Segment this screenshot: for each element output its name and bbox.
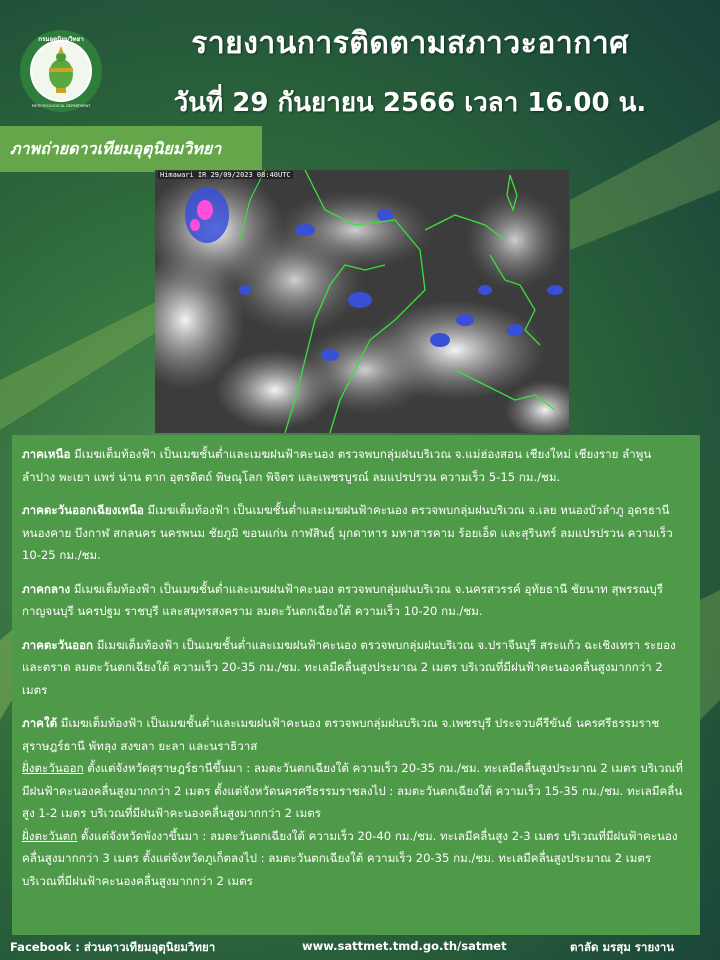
west-coast-text: ตั้งแต่จังหวัดพังงาขึ้นมา : ลมตะวันตกเฉียงใต้ ความเร็ว 20-40 กม./ชม. ทะเลมีคลื่นสูง 2-3 เมตร บริเวณที่มีฝนฟ้าคะนองคลื่นสูงมากกว่า 3 เมตร ตั้งแต่จังหวัดภูเก็ตลงไป : ลมตะวันตกเฉียงใต้ ความเร็ว 20-35 กม./ชม. ทะเลมีคลื่นสูงประมาณ 2 เมตร บริเวณที่มีฝนฟ้าคะนองคลื่นสูงมากกว่า 2 เมตร (22, 828, 678, 888)
footer (0, 936, 720, 960)
tmd-logo (20, 30, 102, 112)
east-coast-label: ฝั่งตะวันออก (22, 761, 84, 775)
website-link[interactable]: www.sattmet.tmd.go.th/satmet (302, 939, 507, 953)
region-paragraph-northeast (22, 499, 688, 567)
region-text: มีเมฆเต็มท้องฟ้า เป็นเมฆชั้นต่ำและเมฆฝนฟ้าคะนอง ตรวจพบกลุ่มฝนบริเวณ จ.เพชรบุรี ประจวบคีรีขันธ์ นครศรีธรรมราช สุราษฎร์ธานี พัทลุง สงขลา ยะลา และนราธิวาส (22, 716, 660, 753)
region-text: มีเมฆเต็มท้องฟ้า เป็นเมฆชั้นต่ำและเมฆฝนฟ้าคะนอง ตรวจพบกลุ่มฝนบริเวณ จ.แม่ฮ่องสอน เชียงใหม่ เชียงราย ลำพูน ลำปาง พะเยา แพร่ น่าน ตาก อุตรดิตถ์ พิษณุโลก พิจิตร และเพชรบูรณ์ ลมแปรปรวน ความเร็ว 5-15 กม./ชม. (22, 447, 652, 484)
region-text: มีเมฆเต็มท้องฟ้า เป็นเมฆชั้นต่ำและเมฆฝนฟ้าคะนอง ตรวจพบกลุ่มฝนบริเวณ จ.นครสวรรค์ อุทัยธานี ชัยนาท สุพรรณบุรี กาญจนบุรี นครปฐม ราชบุรี และสมุทรสงคราม ลมตะวันตกเฉียงใต้ ความเร็ว 10-20 กม./ชม. (22, 581, 663, 618)
satellite-section-label: ภาพถ่ายดาวเทียมอุตุนิยมวิทยา (10, 138, 222, 158)
satellite-section-tab (0, 126, 262, 172)
region-text: มีเมฆเต็มท้องฟ้า เป็นเมฆชั้นต่ำและเมฆฝนฟ้าคะนอง ตรวจพบกลุ่มฝนบริเวณ จ.ปราจีนบุรี สระแก้ว ฉะเชิงเทรา ระยอง และตราด ลมตะวันตกเฉียงใต้ ความเร็ว 20-35 กม./ชม. ทะเลมีคลื่นสูงประมาณ 2 เมตร บริเวณที่มีฝนฟ้าคะนองคลื่นสูงมากกว่า 2 เมตร (22, 637, 676, 697)
logo-text-top: กรมอุตุนิยมวิทยา (38, 36, 84, 43)
reporter-credit: ตาลัด มรสุม รายงาน (570, 940, 675, 954)
report-datetime: วันที่ 29 กันยายน 2566 เวลา 16.00 น. (173, 88, 647, 118)
satellite-timestamp: Himawari IR 29/09/2023 08:40UTC (160, 171, 291, 179)
region-name: ภาคเหนือ (22, 447, 71, 461)
region-text: มีเมฆเต็มท้องฟ้า เป็นเมฆชั้นต่ำและเมฆฝนฟ้าคะนอง ตรวจพบกลุ่มฝนบริเวณ จ.เลย หนองบัวลำภู อุดรธานี หนองคาย บึงกาฬ สกลนคร นครพนม ชัยภูมิ ขอนแก่น กาฬสินธุ์ มุกดาหาร มหาสารคาม ร้อยเอ็ด และสุรินทร์ ลมแปรปรวน ความเร็ว 10-25 กม./ชม. (22, 503, 673, 562)
region-paragraph-south (22, 712, 688, 892)
region-name: ภาคตะวันออก (22, 637, 94, 652)
weather-report-panel (12, 435, 700, 935)
east-coast-text: ตั้งแต่จังหวัดสุราษฎร์ธานีขึ้นมา : ลมตะวันตกเฉียงใต้ ความเร็ว 20-35 กม./ชม. ทะเลมีคลื่นสูงประมาณ 2 เมตร บริเวณที่มีฝนฟ้าคะนองคลื่นสูงมากกว่า 2 เมตร ตั้งแต่จังหวัดนครศรีธรรมราชลงไป : ลมตะวันตกเฉียงใต้ ความเร็ว 15-35 กม./ชม. ทะเลมีคลื่นสูง 1-2 เมตร บริเวณที่มีฝนฟ้าคะนองคลื่นสูงมากกว่า 2 เมตร (22, 761, 683, 820)
region-paragraph-central (22, 578, 688, 623)
satellite-image (155, 170, 569, 433)
satellite-cloud-map (155, 170, 569, 433)
facebook-credit: Facebook : ส่วนดาวเทียมอุตุนิยมวิทยา (10, 940, 216, 954)
region-paragraph-north (22, 443, 688, 488)
region-name: ภาคใต้ (22, 716, 58, 730)
region-name: ภาคกลาง (22, 581, 71, 596)
region-paragraph-east (22, 634, 688, 702)
page-title: รายงานการติดตามสภาวะอากาศ (191, 26, 629, 61)
region-name: ภาคตะวันออกเฉียงเหนือ (22, 503, 144, 517)
west-coast-label: ฝั่งตะวันตก (22, 828, 78, 843)
logo-text-bottom: METEOROLOGICAL DEPARTMENT (31, 104, 91, 108)
